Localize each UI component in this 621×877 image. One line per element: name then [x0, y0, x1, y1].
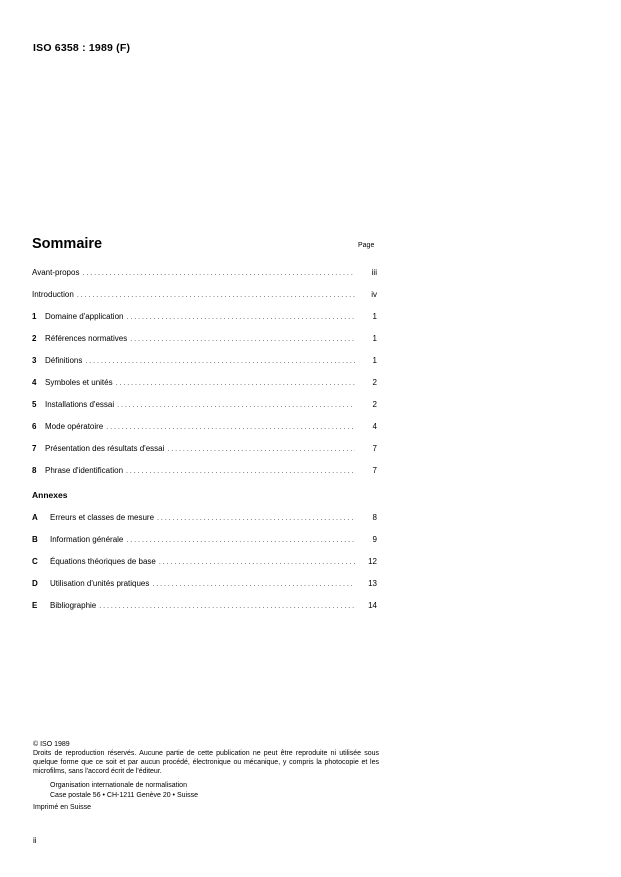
toc-entry-page: 9: [372, 535, 377, 544]
toc-entry-page: 14: [368, 601, 377, 610]
dot-leader: [99, 601, 355, 613]
postal-address: Case postale 56 • CH-1211 Genève 20 • Suisse: [50, 792, 198, 799]
dot-leader: [77, 290, 355, 302]
toc-annex-letter: A: [32, 513, 38, 522]
toc-entry-label: Information générale: [50, 535, 124, 544]
toc-entry-page: 8: [372, 513, 377, 522]
toc-entry-page: 1: [372, 312, 377, 321]
toc-annex-letter: E: [32, 601, 38, 610]
toc-entry-label: Erreurs et classes de mesure: [50, 513, 155, 522]
toc-title: Sommaire: [32, 236, 103, 252]
toc-entry-page: 4: [372, 422, 377, 431]
toc-annex-e[interactable]: [32, 600, 377, 612]
dot-leader: [152, 579, 355, 591]
toc-annex-letter: D: [32, 579, 38, 588]
toc-entry-number: 5: [32, 400, 37, 409]
dot-leader: [82, 268, 355, 280]
toc-entry-page: iv: [371, 290, 377, 299]
printed-in: Imprimé en Suisse: [33, 804, 91, 811]
dot-leader: [159, 557, 355, 569]
toc-entry-number: 1: [32, 312, 37, 321]
toc-entry-label: Mode opératoire: [45, 422, 104, 431]
toc-entry-foreword[interactable]: [32, 267, 377, 279]
dot-leader: [106, 422, 355, 434]
copyright-line: © ISO 1989: [33, 741, 70, 748]
toc-entry-number: 3: [32, 356, 37, 365]
toc-entry-label: Références normatives: [45, 334, 128, 343]
toc-entry-page: 7: [372, 466, 377, 475]
page-number: ii: [33, 836, 37, 845]
organisation-name: Organisation internationale de normalisation: [50, 782, 187, 789]
document-reference: ISO 6358 : 1989 (F): [33, 42, 131, 54]
toc-entry-label: Présentation des résultats d'essai: [45, 444, 165, 453]
toc-entry-page: 1: [372, 334, 377, 343]
toc-annex-letter: B: [32, 535, 38, 544]
toc-entry-number: 4: [32, 378, 37, 387]
page-column-label: Page: [358, 242, 375, 249]
toc-entry-label: Bibliographie: [50, 601, 97, 610]
toc-entry-introduction[interactable]: [32, 289, 377, 301]
toc-entry-4[interactable]: [32, 377, 377, 389]
publisher-address: [50, 781, 198, 801]
toc-entry-page: 1: [372, 356, 377, 365]
toc-entry-number: 2: [32, 334, 37, 343]
toc-entry-label: Phrase d'identification: [45, 466, 124, 475]
dot-leader: [116, 378, 355, 390]
dot-leader: [85, 356, 355, 368]
toc-entry-label: Avant-propos: [32, 268, 80, 277]
dot-leader: [157, 513, 355, 525]
toc-annex-b[interactable]: [32, 534, 377, 546]
toc-entry-label: Utilisation d'unités pratiques: [50, 579, 150, 588]
dot-leader: [126, 466, 355, 478]
toc-entry-5[interactable]: [32, 399, 377, 411]
annexes-heading: Annexes: [32, 490, 68, 500]
toc-entry-label: Introduction: [32, 290, 74, 299]
toc-annex-a[interactable]: [32, 512, 377, 524]
dot-leader: [126, 312, 355, 324]
toc-entry-label: Installations d'essai: [45, 400, 115, 409]
toc-annex-d[interactable]: [32, 578, 377, 590]
toc-entry-label: Symboles et unités: [45, 378, 113, 387]
toc-entry-number: 7: [32, 444, 37, 453]
toc-annex-c[interactable]: [32, 556, 377, 568]
toc-entry-number: 6: [32, 422, 37, 431]
toc-entry-page: iii: [371, 268, 377, 277]
dot-leader: [130, 334, 355, 346]
toc-entry-2[interactable]: [32, 333, 377, 345]
toc-entry-label: Équations théoriques de base: [50, 557, 156, 566]
toc-entry-1[interactable]: [32, 311, 377, 323]
toc-entry-number: 8: [32, 466, 37, 475]
dot-leader: [117, 400, 355, 412]
toc-entry-label: Domaine d'application: [45, 312, 124, 321]
copyright-block: [33, 740, 379, 776]
toc-entry-page: 7: [372, 444, 377, 453]
toc-entry-7[interactable]: [32, 443, 377, 455]
toc-entry-8[interactable]: [32, 465, 377, 477]
toc-entry-3[interactable]: [32, 355, 377, 367]
toc-entry-page: 12: [368, 557, 377, 566]
toc-entry-page: 13: [368, 579, 377, 588]
dot-leader: [167, 444, 355, 456]
toc-entry-label: Définitions: [45, 356, 83, 365]
toc-entry-page: 2: [372, 400, 377, 409]
toc-entry-6[interactable]: [32, 421, 377, 433]
toc-annex-letter: C: [32, 557, 38, 566]
dot-leader: [126, 535, 355, 547]
rights-notice: Droits de reproduction réservés. Aucune partie de cette publication ne peut être reproduite ni utilisée sous quelque forme que ce soit et par aucun procédé, électronique ou mécanique, y compris la photocopie et les microfilms, sans l'accord écrit de l'éditeur.: [33, 750, 379, 775]
toc-entry-page: 2: [372, 378, 377, 387]
